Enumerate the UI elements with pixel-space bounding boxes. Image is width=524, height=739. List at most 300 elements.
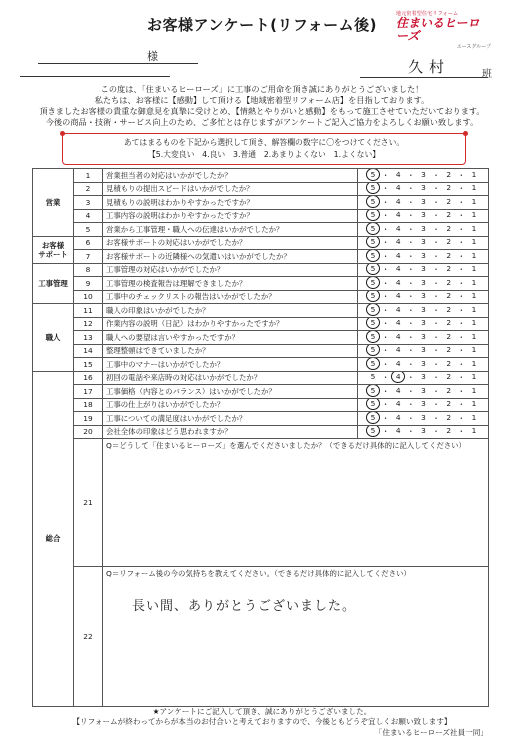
rating-option[interactable]: 3 xyxy=(421,372,426,382)
rating-scale[interactable] xyxy=(358,425,489,439)
brand-name: 住まいるヒーローズ xyxy=(396,16,480,43)
rating-option[interactable]: 1 xyxy=(471,196,477,206)
rating-separator: ・ xyxy=(432,211,440,221)
rating-option[interactable]: 3 xyxy=(421,399,426,409)
rating-separator: ・ xyxy=(432,184,440,194)
brand-tagline: 地元密着型住宅リフォーム xyxy=(396,11,459,17)
corner-dot xyxy=(463,131,468,136)
rating-separator: ・ xyxy=(432,197,440,207)
question-text: 職人の印象はいかがでしたか？ xyxy=(103,304,358,318)
rating-separator: ・ xyxy=(432,251,440,261)
question-row xyxy=(33,398,489,412)
question-row xyxy=(33,344,489,358)
rating-option[interactable]: 5 xyxy=(370,385,376,395)
name-divider xyxy=(20,76,170,77)
question-row xyxy=(33,358,489,372)
rating-separator: ・ xyxy=(407,197,415,207)
rating-separator: ・ xyxy=(407,170,415,180)
team-label: 班 xyxy=(482,69,492,80)
rating-separator: ・ xyxy=(432,278,440,288)
rating-option[interactable]: 5 xyxy=(370,291,376,301)
rating-option[interactable]: 3 xyxy=(421,250,426,260)
question-row xyxy=(33,371,489,385)
rating-separator: ・ xyxy=(432,238,440,248)
rating-separator: ・ xyxy=(407,211,415,221)
question-number: 6 xyxy=(74,236,103,250)
rating-separator: ・ xyxy=(432,346,440,356)
rating-option[interactable]: 1 xyxy=(471,426,477,436)
question-text: 会社全体の印象はどう思われますか？ xyxy=(103,425,358,439)
rating-separator: ・ xyxy=(381,373,390,383)
rating-separator: ・ xyxy=(381,211,390,221)
question-row xyxy=(33,250,489,264)
question-text: 工事中のチェックリストの報告はいかがでしたか？ xyxy=(103,290,358,304)
rating-separator: ・ xyxy=(381,184,390,194)
rating-separator: ・ xyxy=(381,197,390,207)
rating-option[interactable]: 4 xyxy=(395,412,401,422)
rating-separator: ・ xyxy=(457,170,466,180)
rating-option[interactable]: 1 xyxy=(471,210,477,220)
question-text: 工事内容の説明はわかりやすかったですか？ xyxy=(103,209,358,223)
rating-separator: ・ xyxy=(381,292,390,302)
rating-option[interactable]: 3 xyxy=(421,345,426,355)
question-number: 18 xyxy=(74,398,103,412)
question-number: 5 xyxy=(74,223,103,237)
rating-separator: ・ xyxy=(381,278,390,288)
sama-label: 様 xyxy=(147,50,158,63)
rating-separator: ・ xyxy=(407,359,415,369)
rating-separator: ・ xyxy=(457,305,466,315)
rating-separator: ・ xyxy=(432,224,440,234)
free-row xyxy=(33,439,489,567)
handwritten-answer: 長い間、ありがとうございました。 xyxy=(132,599,357,614)
question-text: 初回の電話や来店時の対応はいかがでしたか？ xyxy=(103,371,358,385)
question-number: 15 xyxy=(74,358,103,372)
rating-option[interactable]: 5 xyxy=(370,426,376,436)
question-number: 21 xyxy=(74,439,103,567)
rating-option[interactable]: 2 xyxy=(446,196,452,206)
question-number: 19 xyxy=(74,412,103,426)
rating-separator: ・ xyxy=(457,400,466,410)
question-text: 工事についての満足度はいかがでしたか？ xyxy=(103,412,358,426)
rating-option[interactable]: 4 xyxy=(395,223,401,233)
question-row xyxy=(33,304,489,318)
category-label: サポート xyxy=(38,249,68,259)
question-text: Q＝どうして「住まいるヒーローズ」を選んでくださいましたか？（できるだけ具体的に記入してください） xyxy=(106,441,466,450)
rating-option[interactable]: 1 xyxy=(471,318,477,328)
rating-option[interactable]: 1 xyxy=(471,183,477,193)
rating-option[interactable]: 4 xyxy=(395,385,401,395)
rating-separator: ・ xyxy=(457,332,466,342)
rating-option[interactable]: 2 xyxy=(446,412,452,422)
rating-separator: ・ xyxy=(407,346,415,356)
rating-scale[interactable] xyxy=(358,169,489,183)
rating-separator: ・ xyxy=(457,278,466,288)
rating-separator: ・ xyxy=(407,265,415,275)
category-eigyo: 営業 xyxy=(33,169,74,237)
question-number: 2 xyxy=(74,182,103,196)
rating-separator: ・ xyxy=(381,265,390,275)
rating-option[interactable]: 2 xyxy=(446,345,452,355)
answer-area-21[interactable] xyxy=(103,439,489,567)
rating-scale[interactable] xyxy=(358,371,489,385)
rating-option[interactable]: 5 xyxy=(370,169,376,179)
question-text: 見積もりの提出スピードはいかがでしたか？ xyxy=(103,182,358,196)
rating-separator: ・ xyxy=(407,400,415,410)
rating-separator: ・ xyxy=(381,251,390,261)
rating-separator: ・ xyxy=(381,305,390,315)
question-number: 17 xyxy=(74,385,103,399)
rating-option[interactable]: 5 xyxy=(370,412,376,422)
question-number: 13 xyxy=(74,331,103,345)
rating-separator: ・ xyxy=(407,238,415,248)
rating-separator: ・ xyxy=(381,359,390,369)
rating-option[interactable]: 2 xyxy=(446,385,452,395)
rating-separator: ・ xyxy=(407,332,415,342)
question-number: 9 xyxy=(74,277,103,291)
rating-separator: ・ xyxy=(381,413,390,423)
rating-separator: ・ xyxy=(432,332,440,342)
rating-separator: ・ xyxy=(432,400,440,410)
rating-option[interactable]: 1 xyxy=(471,237,477,247)
rating-separator: ・ xyxy=(457,211,466,221)
question-text: 整理整頓はできていましたか？ xyxy=(103,344,358,358)
question-text: Q＝リフォーム後の今の気持ちを教えてください。（できるだけ具体的に記入してください） xyxy=(106,569,411,578)
question-text: 営業から工事管理・職人への伝達はいかがでしたか？ xyxy=(103,223,358,237)
rating-option[interactable]: 3 xyxy=(421,304,426,314)
question-number: 22 xyxy=(74,567,103,707)
rating-option[interactable]: 5 xyxy=(370,277,376,287)
rating-option[interactable]: 1 xyxy=(471,291,477,301)
question-row xyxy=(33,169,489,183)
rating-option[interactable]: 2 xyxy=(446,331,452,341)
rating-separator: ・ xyxy=(457,238,466,248)
rating-option[interactable]: 4 xyxy=(395,210,401,220)
question-row xyxy=(33,236,489,250)
category-support xyxy=(33,236,74,263)
rating-option[interactable]: 2 xyxy=(446,372,452,382)
survey-table xyxy=(32,168,489,707)
question-row xyxy=(33,196,489,210)
rating-separator: ・ xyxy=(407,278,415,288)
rating-option[interactable]: 4 xyxy=(395,426,401,436)
rating-option[interactable]: 4 xyxy=(395,304,401,314)
rating-option[interactable]: 3 xyxy=(421,291,426,301)
rating-separator: ・ xyxy=(407,251,415,261)
rating-option[interactable]: 3 xyxy=(421,210,426,220)
rating-option[interactable]: 4 xyxy=(395,250,401,260)
question-row xyxy=(33,209,489,223)
rating-option[interactable]: 1 xyxy=(471,331,477,341)
rating-option[interactable]: 2 xyxy=(446,291,452,301)
rating-option[interactable]: 3 xyxy=(421,318,426,328)
question-row xyxy=(33,263,489,277)
rating-option[interactable]: 5 xyxy=(370,196,376,206)
rating-option[interactable]: 1 xyxy=(471,277,477,287)
rating-scale[interactable] xyxy=(358,196,489,210)
footer-text xyxy=(0,707,524,727)
rating-scale[interactable] xyxy=(358,385,489,399)
rating-option[interactable]: 5 xyxy=(370,250,376,260)
question-number: 11 xyxy=(74,304,103,318)
rating-option[interactable]: 5 xyxy=(370,223,376,233)
rating-option[interactable]: 1 xyxy=(471,223,477,233)
rating-separator: ・ xyxy=(381,400,390,410)
rating-separator: ・ xyxy=(432,359,440,369)
rating-option[interactable]: 2 xyxy=(446,250,452,260)
question-number: 16 xyxy=(74,371,103,385)
brand-logo xyxy=(396,10,491,50)
rating-option[interactable]: 1 xyxy=(471,264,477,274)
rating-separator: ・ xyxy=(457,224,466,234)
rating-option[interactable]: 3 xyxy=(421,196,426,206)
team-divider xyxy=(360,77,488,78)
rating-option[interactable]: 3 xyxy=(421,264,426,274)
rating-option[interactable]: 1 xyxy=(471,345,477,355)
rating-option[interactable]: 5 xyxy=(370,318,376,328)
rating-option[interactable]: 3 xyxy=(421,331,426,341)
footer-line: 【リフォームが終わってからが本当のお付合いと考えておりますので、今後ともどうぞ宜しくお願い致します】 xyxy=(72,717,452,726)
rating-separator: ・ xyxy=(457,373,466,383)
rating-separator: ・ xyxy=(457,184,466,194)
rating-scale[interactable] xyxy=(358,331,489,345)
rating-scale[interactable] xyxy=(358,344,489,358)
rating-separator: ・ xyxy=(407,373,415,383)
rating-separator: ・ xyxy=(381,238,390,248)
rating-option[interactable]: 1 xyxy=(471,399,477,409)
rating-separator: ・ xyxy=(407,319,415,329)
question-row xyxy=(33,182,489,196)
rating-separator: ・ xyxy=(432,373,440,383)
rating-option[interactable]: 2 xyxy=(446,426,452,436)
team-handwritten-name: 久村 xyxy=(408,58,451,76)
rating-option[interactable]: 1 xyxy=(471,169,477,179)
rating-option[interactable]: 4 xyxy=(395,345,401,355)
rating-separator: ・ xyxy=(407,292,415,302)
rating-separator: ・ xyxy=(381,332,390,342)
rating-separator: ・ xyxy=(407,224,415,234)
rating-separator: ・ xyxy=(381,346,390,356)
question-number: 14 xyxy=(74,344,103,358)
rating-option[interactable]: 5 xyxy=(370,331,376,341)
rating-separator: ・ xyxy=(381,386,390,396)
question-text: 工事管理の対応はいかがでしたか？ xyxy=(103,263,358,277)
rating-separator: ・ xyxy=(407,386,415,396)
rating-option[interactable]: 2 xyxy=(446,358,452,368)
rating-separator: ・ xyxy=(381,427,390,437)
question-row xyxy=(33,223,489,237)
instruction-box xyxy=(62,133,466,165)
question-number: 12 xyxy=(74,317,103,331)
rating-option[interactable]: 3 xyxy=(421,237,426,247)
rating-separator: ・ xyxy=(457,265,466,275)
rating-separator: ・ xyxy=(432,292,440,302)
rating-option[interactable]: 2 xyxy=(446,277,452,287)
rating-option[interactable]: 1 xyxy=(471,372,477,382)
rating-scale[interactable] xyxy=(358,263,489,277)
rating-scale[interactable] xyxy=(358,304,489,318)
rating-option[interactable]: 5 xyxy=(370,304,376,314)
intro-line: 今後の商品・技術・サービス向上のため、ご多忙とは存じますがアンケートご記入ご協力をよろしくお願い致します。 xyxy=(45,117,479,127)
rating-separator: ・ xyxy=(407,305,415,315)
rating-separator: ・ xyxy=(457,251,466,261)
rating-scale[interactable] xyxy=(358,358,489,372)
category-sogo: 総合 xyxy=(33,371,74,707)
question-text: お客様サポートの対応はいかがでしたか？ xyxy=(103,236,358,250)
question-number: 8 xyxy=(74,263,103,277)
rating-scale[interactable] xyxy=(358,236,489,250)
rating-separator: ・ xyxy=(457,292,466,302)
rating-option[interactable]: 2 xyxy=(446,304,452,314)
rating-option[interactable]: 3 xyxy=(421,277,426,287)
rating-option[interactable]: 2 xyxy=(446,223,452,233)
rating-scale[interactable] xyxy=(358,277,489,291)
rating-scale[interactable] xyxy=(358,398,489,412)
rating-option[interactable]: 3 xyxy=(421,223,426,233)
rating-scale[interactable] xyxy=(358,209,489,223)
question-text: 工事の仕上がりはいかがでしたか？ xyxy=(103,398,358,412)
rating-separator: ・ xyxy=(407,184,415,194)
category-label: お客様 xyxy=(41,240,65,250)
rating-separator: ・ xyxy=(432,386,440,396)
question-number: 20 xyxy=(74,425,103,439)
footer-line: ★アンケートにご記入して頂き、誠にありがとうございました。 xyxy=(152,707,372,716)
rating-option[interactable]: 3 xyxy=(421,169,426,179)
rating-separator: ・ xyxy=(457,319,466,329)
intro-line: 私たちは、お客様に【感動】して頂ける【地域密着型リフォーム店】を目指しております。 xyxy=(94,95,430,105)
question-row xyxy=(33,425,489,439)
category-koji: 工事管理 xyxy=(33,263,74,304)
rating-scale[interactable] xyxy=(358,223,489,237)
rating-separator: ・ xyxy=(381,319,390,329)
answer-area-22[interactable] xyxy=(103,567,489,707)
rating-separator: ・ xyxy=(407,413,415,423)
rating-separator: ・ xyxy=(432,170,440,180)
rating-option[interactable]: 2 xyxy=(446,264,452,274)
rating-scale[interactable] xyxy=(358,290,489,304)
rating-separator: ・ xyxy=(432,413,440,423)
rating-option[interactable]: 4 xyxy=(395,264,401,274)
rating-scale[interactable] xyxy=(358,412,489,426)
rating-scale[interactable] xyxy=(358,182,489,196)
question-number: 3 xyxy=(74,196,103,210)
intro-text xyxy=(0,84,524,128)
rating-option[interactable]: 5 xyxy=(370,183,376,193)
rating-option[interactable]: 4 xyxy=(395,358,401,368)
rating-separator: ・ xyxy=(457,359,466,369)
rating-option[interactable]: 4 xyxy=(395,277,401,287)
rating-separator: ・ xyxy=(407,427,415,437)
question-text: 見積もりの説明はわかりやすかったですか？ xyxy=(103,196,358,210)
rating-option[interactable]: 5 xyxy=(370,399,376,409)
rating-option[interactable]: 4 xyxy=(395,399,401,409)
rating-option[interactable]: 2 xyxy=(446,210,452,220)
rating-option[interactable]: 5 xyxy=(370,264,376,274)
question-number: 10 xyxy=(74,290,103,304)
rating-option[interactable]: 2 xyxy=(446,183,452,193)
intro-line: この度は、「住まいるヒーローズ」に工事のご用命を頂き誠にありがとうございました！ xyxy=(100,84,424,94)
rating-option[interactable]: 4 xyxy=(395,196,401,206)
rating-option[interactable]: 3 xyxy=(421,385,426,395)
rating-option[interactable]: 3 xyxy=(421,426,426,436)
question-text: 職人への要望は言いやすかったですか？ xyxy=(103,331,358,345)
question-text: 作業内容の説明（日記）はわかりやすかったですか？ xyxy=(103,317,358,331)
free-row xyxy=(33,567,489,707)
rating-option[interactable]: 1 xyxy=(471,358,477,368)
question-number: 7 xyxy=(74,250,103,264)
rating-option[interactable]: 3 xyxy=(421,358,426,368)
question-text: 工事中のマナーはいかがでしたか？ xyxy=(103,358,358,372)
rating-separator: ・ xyxy=(432,427,440,437)
question-row xyxy=(33,331,489,345)
rating-separator: ・ xyxy=(432,265,440,275)
question-row xyxy=(33,277,489,291)
rating-option[interactable]: 1 xyxy=(471,304,477,314)
rating-separator: ・ xyxy=(457,427,466,437)
rating-option[interactable]: 5 xyxy=(370,237,376,247)
brand-group: エースグループ xyxy=(456,44,491,50)
rating-option[interactable]: 4 xyxy=(395,372,401,382)
rating-legend: 【5.大変良い 4.良い 3.普通 2.あまりよくない 1.よくない】 xyxy=(147,150,381,159)
rating-separator: ・ xyxy=(432,319,440,329)
rating-option[interactable]: 2 xyxy=(446,318,452,328)
category-shokunin: 職人 xyxy=(33,304,74,372)
rating-option[interactable]: 4 xyxy=(395,318,401,328)
rating-separator: ・ xyxy=(432,305,440,315)
rating-option[interactable]: 4 xyxy=(395,331,401,341)
rating-option[interactable]: 1 xyxy=(471,412,477,422)
question-number: 4 xyxy=(74,209,103,223)
rating-option[interactable]: 5 xyxy=(370,345,376,355)
question-number: 1 xyxy=(74,169,103,183)
question-row xyxy=(33,290,489,304)
corner-dot xyxy=(60,131,65,136)
rating-option[interactable]: 3 xyxy=(421,412,426,422)
rating-option[interactable]: 4 xyxy=(395,237,401,247)
rating-option[interactable]: 5 xyxy=(370,358,376,368)
form-title: お客様アンケート(リフォーム後) xyxy=(146,16,378,34)
rating-scale[interactable] xyxy=(358,317,489,331)
question-row xyxy=(33,317,489,331)
rating-option[interactable]: 2 xyxy=(446,399,452,409)
question-row xyxy=(33,385,489,399)
rating-option[interactable]: 4 xyxy=(395,291,401,301)
question-text: 工事価格（内容とのバランス）はいかがでしたか？ xyxy=(103,385,358,399)
rating-option[interactable]: 1 xyxy=(471,385,477,395)
rating-separator: ・ xyxy=(457,413,466,423)
rating-option[interactable]: 5 xyxy=(370,372,376,382)
rating-separator: ・ xyxy=(457,386,466,396)
rating-option[interactable]: 1 xyxy=(471,250,477,260)
customer-name-field[interactable] xyxy=(38,44,198,64)
rating-option[interactable]: 2 xyxy=(446,169,452,179)
rating-scale[interactable] xyxy=(358,250,489,264)
rating-separator: ・ xyxy=(381,224,390,234)
rating-option[interactable]: 5 xyxy=(370,210,376,220)
rating-option[interactable]: 2 xyxy=(446,237,452,247)
rating-option[interactable]: 3 xyxy=(421,183,426,193)
rating-option[interactable]: 4 xyxy=(395,183,401,193)
question-text: 営業担当者の対応はいかがでしたか？ xyxy=(103,169,358,183)
footer-signature: 「住まいるヒーローズ社員一同」 xyxy=(374,728,488,737)
rating-option[interactable]: 4 xyxy=(395,169,401,179)
instruction-line: あてはまるものを下記から選択して頂き、解答欄の数字に〇をつけてください。 xyxy=(123,138,405,147)
rating-separator: ・ xyxy=(457,346,466,356)
rating-separator: ・ xyxy=(457,197,466,207)
question-row xyxy=(33,412,489,426)
question-text: お客様サポートの近隣様への気遣いはいかがでしたか？ xyxy=(103,250,358,264)
question-text: 工事管理の検査報告は理解できましたか？ xyxy=(103,277,358,291)
